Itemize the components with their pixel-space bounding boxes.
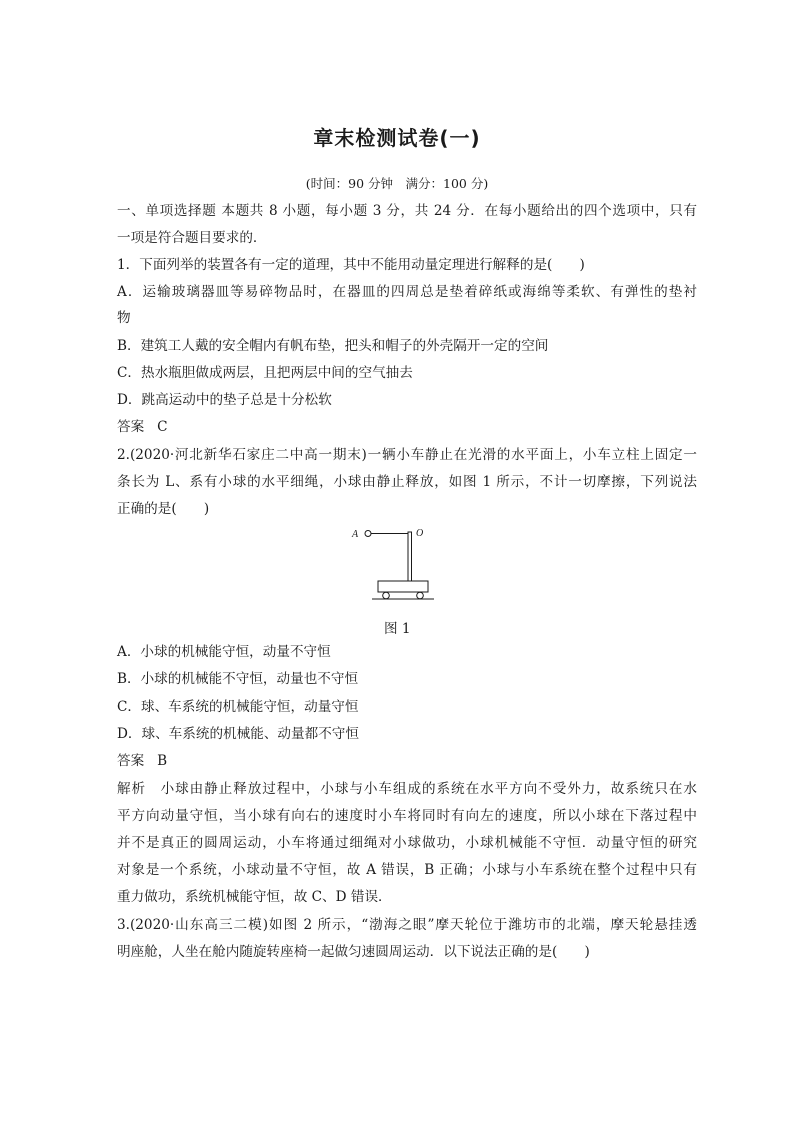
page-title: 章末检测试卷(一) xyxy=(313,126,481,150)
q2-analysis-line-2: 平方向动量守恒，当小球有向右的速度时小车将同时有向左的速度，所以小球在下落过程中 xyxy=(117,808,697,824)
q2-option-c: C．球、车系统的机械能守恒，动量守恒 xyxy=(117,699,359,715)
q2-stem-line-2: 条长为 L、系有小球的水平细绳，小球由静止释放，如图 1 所示，不计一切摩擦，下列说法 xyxy=(117,474,697,490)
answer-label: 答案 xyxy=(117,419,145,435)
q2-answer xyxy=(117,752,697,770)
section-heading-line-2: 一项是符合题目要求的． xyxy=(117,230,267,246)
left-wheel xyxy=(383,592,390,599)
q2-option-b: B．小球的机械能不守恒，动量也不守恒 xyxy=(117,671,359,687)
q3-stem-line-1: 3.(2020·山东高三二模)如图 2 所示，“渤海之眼”摩天轮位于潍坊市的北端，摩天轮悬挂透 xyxy=(117,917,697,933)
exam-info: (时间：90 分钟 满分：100 分) xyxy=(305,176,489,191)
q1-answer xyxy=(117,418,697,436)
q2-stem-line-1: 2.(2020·河北新华石家庄二中高一期末)一辆小车静止在光滑的水平面上，小车立柱上固定一 xyxy=(117,447,697,463)
q2-analysis-line-4: 对象是一个系统，小球动量不守恒，故 A 错误，B 正确；小球与小车系统在整个过程中只有 xyxy=(117,862,697,878)
answer-value: B xyxy=(157,753,168,769)
q2-analysis-line-5: 重力做功，系统机械能守恒，故 C、D 错误． xyxy=(117,889,392,905)
q2-analysis-line-1 xyxy=(117,780,697,798)
point-o-label: O xyxy=(416,528,424,539)
q1-option-b: B．建筑工人戴的安全帽内有帆布垫，把头和帽子的外壳隔开一定的空间 xyxy=(117,338,549,354)
analysis-label: 解析 xyxy=(117,781,147,797)
q1-option-a-line-2: 物 xyxy=(117,310,131,326)
q2-stem-line-3: 正确的是( ) xyxy=(117,501,210,517)
answer-label: 答案 xyxy=(117,753,145,769)
q2-option-d: D．球、车系统的机械能、动量都不守恒 xyxy=(117,726,359,742)
q2-option-a: A．小球的机械能守恒，动量不守恒 xyxy=(117,644,331,660)
ball xyxy=(365,531,371,537)
q1-stem: 1．下面列举的装置各有一定的道理，其中不能用动量定理进行解释的是( ) xyxy=(117,257,585,273)
cart-body xyxy=(378,581,428,592)
figure-caption: 图 1 xyxy=(384,621,411,637)
q1-option-a-line-1: A．运输玻璃器皿等易碎物品时，在器皿的四周总是垫着碎纸或海绵等柔软、有弹性的垫衬 xyxy=(117,284,697,300)
q1-option-c: C．热水瓶胆做成两层，且把两层中间的空气抽去 xyxy=(117,365,413,381)
q3-stem-line-2: 明座舱，人坐在舱内随旋转座椅一起做匀速圆周运动．以下说法正确的是( ) xyxy=(117,944,590,960)
cart-pendulum-figure xyxy=(350,522,440,604)
q2-analysis-line-3: 并不是真正的圆周运动，小车将通过细绳对小球做功，小球机械能不守恒．动量守恒的研究 xyxy=(117,835,697,851)
point-a-label: A xyxy=(352,529,359,540)
pillar xyxy=(408,532,412,582)
section-heading-line-1: 一、单项选择题 本题共 8 小题，每小题 3 分，共 24 分．在每小题给出的四个选项中，只有 xyxy=(117,203,697,219)
cart-diagram xyxy=(350,522,440,604)
analysis-text: 小球由静止释放过程中，小球与小车组成的系统在水平方向不受外力，故系统只在水 xyxy=(160,781,698,797)
answer-value: C xyxy=(157,419,168,435)
q1-option-d: D．跳高运动中的垫子总是十分松软 xyxy=(117,392,332,408)
right-wheel xyxy=(417,592,424,599)
